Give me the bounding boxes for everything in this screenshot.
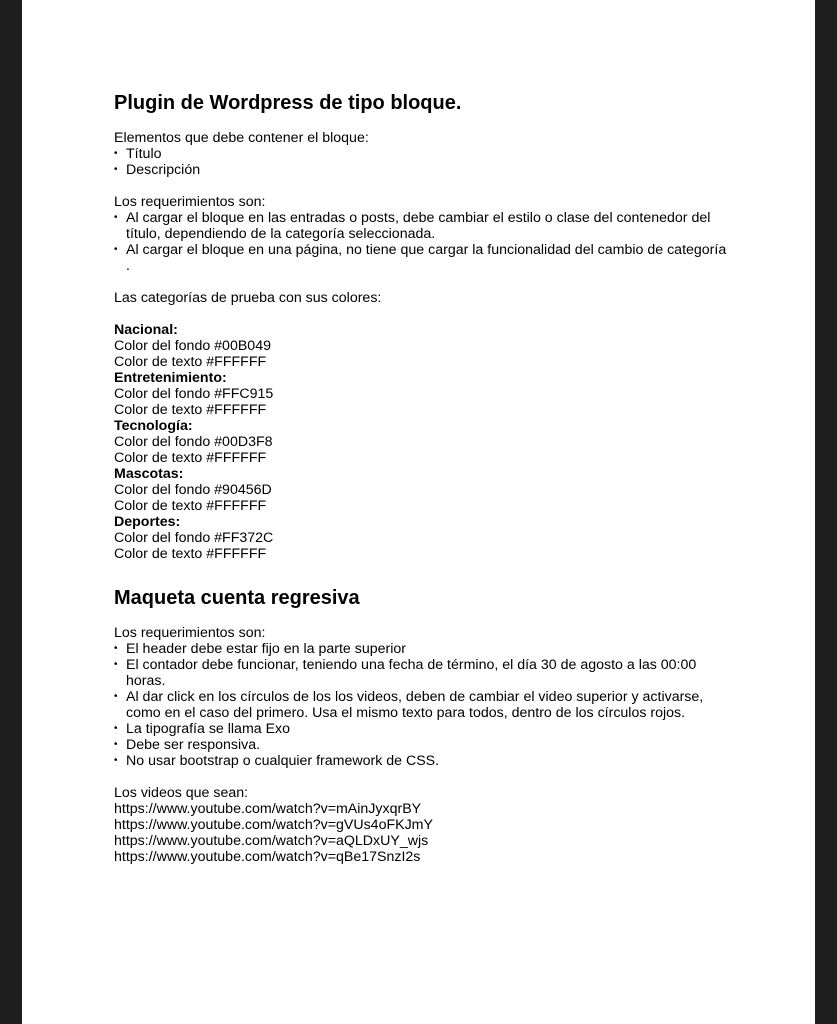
list-item: • Debe ser responsiva.	[114, 737, 734, 753]
video-url: https://www.youtube.com/watch?v=aQLDxUY_wjs	[114, 833, 429, 849]
category-bg-color: Color del fondo #FF372C	[114, 530, 274, 546]
countdown-requirements-list	[114, 641, 734, 769]
video-url-list	[114, 801, 734, 865]
category-name: Deportes:	[114, 514, 181, 530]
list-item: • La tipografía se llama Exo	[114, 721, 734, 737]
document-content	[114, 90, 734, 865]
category-name: Tecnología:	[114, 418, 193, 434]
requirements-intro: Los requerimientos son:	[114, 625, 266, 641]
requirements-intro: Los requerimientos son:	[114, 194, 266, 210]
list-item: • Al cargar el bloque en las entradas o posts, debe cambiar el estilo o clase del contenedor del título, dependiendo de la categoría seleccionada.	[114, 210, 734, 242]
category-name: Entretenimiento:	[114, 370, 227, 386]
category-bg-color: Color del fondo #FFC915	[114, 386, 274, 402]
videos-intro: Los videos que sean:	[114, 785, 249, 801]
category-name: Mascotas:	[114, 466, 184, 482]
category-text-color: Color de texto #FFFFFF	[114, 498, 267, 514]
category-text-color: Color de texto #FFFFFF	[114, 402, 267, 418]
category-text-color: Color de texto #FFFFFF	[114, 450, 267, 466]
categories-intro: Las categorías de prueba con sus colores:	[114, 290, 382, 306]
elements-intro: Elementos que debe contener el bloque:	[114, 130, 369, 146]
list-item: • Al dar click en los círculos de los los videos, deben de cambiar el video superior y activarse, como en el caso del primero. Usa el mismo texto para todos, dentro de los círculos rojos.	[114, 689, 734, 721]
list-item: • Al cargar el bloque en una página, no tiene que cargar la funcionalidad del cambio de categoría .	[114, 242, 734, 274]
category-bg-color: Color del fondo #00D3F8	[114, 434, 273, 450]
countdown-section-title: Maqueta cuenta regresiva	[114, 587, 360, 609]
list-item: • No usar bootstrap o cualquier framework de CSS.	[114, 753, 734, 769]
category-bg-color: Color del fondo #00B049	[114, 338, 271, 354]
video-url: https://www.youtube.com/watch?v=gVUs4oFKJmY	[114, 817, 433, 833]
category-list	[114, 322, 734, 562]
category-bg-color: Color del fondo #90456D	[114, 482, 272, 498]
plugin-section-title: Plugin de Wordpress de tipo bloque.	[114, 92, 462, 114]
elements-list	[114, 146, 734, 178]
list-item: • Título	[114, 146, 734, 162]
plugin-requirements-list	[114, 210, 734, 274]
category-text-color: Color de texto #FFFFFF	[114, 354, 267, 370]
video-url: https://www.youtube.com/watch?v=qBe17SnzI2s	[114, 849, 421, 865]
category-text-color: Color de texto #FFFFFF	[114, 546, 267, 562]
document-page	[22, 0, 815, 1024]
list-item: • El header debe estar fijo en la parte superior	[114, 641, 734, 657]
category-name: Nacional:	[114, 322, 178, 338]
video-url: https://www.youtube.com/watch?v=mAinJyxqrBY	[114, 801, 422, 817]
list-item: • El contador debe funcionar, teniendo una fecha de término, el día 30 de agosto a las 00:00 horas.	[114, 657, 734, 689]
list-item: • Descripción	[114, 162, 734, 178]
